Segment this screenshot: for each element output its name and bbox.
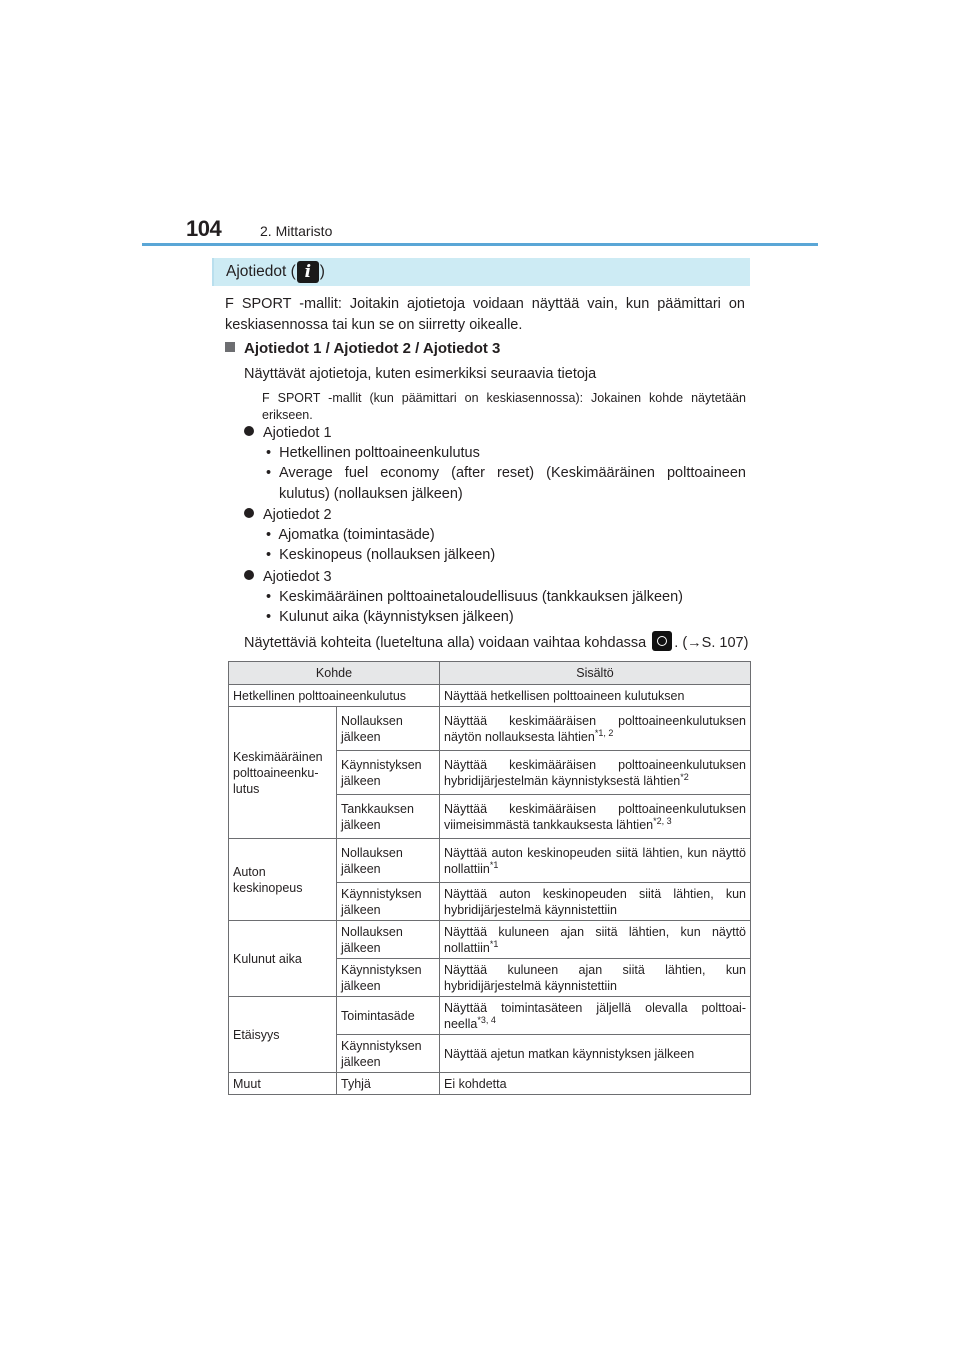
list-item-text: Hetkellinen polttoaineenkulutus xyxy=(279,445,480,461)
list-item: • Keskimääräinen polttoainetaloudellisuus (tankkauksen jälkeen) xyxy=(266,589,683,605)
table-cell-sub: Käynnistyksen jälkeen xyxy=(337,1035,440,1073)
square-bullet-icon xyxy=(225,342,235,352)
footnote-ref: *1, 2 xyxy=(594,727,614,738)
table-cell-sub: Nollauksen jälkeen xyxy=(337,921,440,959)
group-title-text: Ajotiedot 3 xyxy=(263,569,332,585)
section-title xyxy=(212,258,750,286)
info-icon: i xyxy=(297,261,319,283)
desc-text: Näyttää toimintasäteen jäljellä olevalla polttoai-neella xyxy=(444,1000,746,1031)
dot-bullet-icon xyxy=(244,426,254,436)
table-row xyxy=(229,685,751,707)
table-header-row xyxy=(229,662,751,685)
subheading xyxy=(225,338,500,359)
table-cell-item: Etäisyys xyxy=(229,997,337,1073)
group-title xyxy=(244,423,332,444)
table-cell-item: Keskimääräinen polttoaineenku-lutus xyxy=(229,707,337,839)
table-cell-desc xyxy=(440,795,751,839)
list-item-text: Kulunut aika (käynnistyksen jälkeen) xyxy=(279,609,514,625)
group-title-text: Ajotiedot 1 xyxy=(263,425,332,441)
list-item-text: Keskimääräinen polttoainetaloudellisuus (tankkauksen jälkeen) xyxy=(279,589,683,605)
group-title-text: Ajotiedot 2 xyxy=(263,507,332,523)
list-item: • Average fuel economy (after reset) (Keskimääräinen polttoaineen kulutus) (nollauksen jälkeen) xyxy=(266,463,746,505)
footnote-ref: *3, 4 xyxy=(477,1014,496,1025)
footer-line-text: Näytettäviä kohteita (lueteltuna alla) voidaan vaihtaa kohdassa xyxy=(244,635,647,651)
desc-text: Näyttää kuluneen ajan siitä lähtien, kun näyttö nollattiin xyxy=(444,924,746,955)
table-cell-desc xyxy=(440,997,751,1035)
dot-bullet-icon xyxy=(244,570,254,580)
desc-text: Näyttää keskimääräisen polttoaineenkulutuksen hybridijärjestelmän käynnistyksestä lähtien xyxy=(444,757,746,788)
table-cell-desc: Näyttää kuluneen ajan siitä lähtien, kun hybridijärjestelmä käynnistettiin xyxy=(440,959,751,997)
table-header-content: Sisältö xyxy=(440,662,751,685)
dot-bullet-icon xyxy=(244,508,254,518)
footnote-ref: *2, 3 xyxy=(653,815,672,826)
table-cell-desc xyxy=(440,839,751,883)
table-row xyxy=(229,921,751,959)
header-rule xyxy=(142,243,818,246)
group-title xyxy=(244,505,332,526)
section-label: 2. Mittaristo xyxy=(260,223,333,239)
table-cell-desc xyxy=(440,921,751,959)
page-number: 104 xyxy=(186,216,222,241)
table-row xyxy=(229,707,751,751)
table-cell-sub: Tyhjä xyxy=(337,1073,440,1095)
note: F SPORT -mallit (kun päämittari on keskiasennossa): Jokainen kohde näytetään erikseen. xyxy=(262,391,746,422)
table-cell-desc: Näyttää ajetun matkan käynnistyksen jälkeen xyxy=(440,1035,751,1073)
list-item-text: Keskinopeus (nollauksen jälkeen) xyxy=(279,547,496,563)
desc-text: Näyttää auton keskinopeuden siitä lähtien, kun näyttö nollattiin xyxy=(444,845,746,876)
table-row xyxy=(229,1073,751,1095)
table-cell-item: Kulunut aika xyxy=(229,921,337,997)
table-cell-item: Auton keskinopeus xyxy=(229,839,337,921)
list-item-text: Average fuel economy (after reset) (Keskimääräinen polttoaineen kulutus) (nollauksen jälkeen) xyxy=(279,465,746,502)
table-cell-desc: Ei kohdetta xyxy=(440,1073,751,1095)
description: Näyttävät ajotietoja, kuten esimerkiksi seuraavia tietoja xyxy=(244,366,597,382)
table-cell-sub: Käynnistyksen jälkeen xyxy=(337,883,440,921)
table-cell-sub: Toimintasäde xyxy=(337,997,440,1035)
table-cell-desc xyxy=(440,707,751,751)
page-header xyxy=(0,0,960,250)
table-header-item: Kohde xyxy=(229,662,440,685)
section-title-close: ) xyxy=(319,263,325,280)
footer-line xyxy=(244,631,750,654)
list-item: • Hetkellinen polttoaineenkulutus xyxy=(266,445,480,461)
table-cell-item: Muut xyxy=(229,1073,337,1095)
table-cell-sub: Nollauksen jälkeen xyxy=(337,839,440,883)
intro-paragraph: F SPORT -mallit: Joitakin ajotietoja voidaan näyttää vain, kun päämittari on keskiasennossa tai kun se on siirretty oikealle. xyxy=(225,296,745,333)
list-item: • Kulunut aika (käynnistyksen jälkeen) xyxy=(266,609,514,625)
table-cell-sub: Käynnistyksen jälkeen xyxy=(337,959,440,997)
desc-text: Näyttää keskimääräisen polttoaineenkulutuksen näytön nollauksesta lähtien xyxy=(444,713,746,744)
table-row xyxy=(229,997,751,1035)
gear-icon xyxy=(652,631,672,651)
table-row xyxy=(229,839,751,883)
footnote-ref: *1 xyxy=(489,859,499,870)
desc-text: Näyttää keskimääräisen polttoaineenkulutuksen viimeisimmästä tankkauksesta lähtien xyxy=(444,801,746,832)
table-cell-sub: Nollauksen jälkeen xyxy=(337,707,440,751)
table-cell-sub: Käynnistyksen jälkeen xyxy=(337,751,440,795)
info-table xyxy=(228,661,751,1095)
group-title xyxy=(244,567,332,588)
list-item: • Ajomatka (toimintasäde) xyxy=(266,527,435,543)
table-cell-desc: Näyttää hetkellisen polttoaineen kulutuksen xyxy=(440,685,751,707)
section-title-text: Ajotiedot ( xyxy=(226,263,296,280)
table-cell-desc xyxy=(440,751,751,795)
list-item: • Keskinopeus (nollauksen jälkeen) xyxy=(266,547,496,563)
table-cell-sub: Tankkauksen jälkeen xyxy=(337,795,440,839)
subheading-text: Ajotiedot 1 / Ajotiedot 2 / Ajotiedot 3 xyxy=(244,340,501,357)
footnote-ref: *1 xyxy=(489,938,499,949)
list-item-text: Ajomatka (toimintasäde) xyxy=(278,527,435,543)
footnote-ref: *2 xyxy=(680,771,689,782)
page-reference-link[interactable]: . (→S. 107) xyxy=(674,635,749,651)
table-cell-desc: Näyttää auton keskinopeuden siitä lähtien, kun hybridijärjestelmä käynnistettiin xyxy=(440,883,751,921)
table-cell-item: Hetkellinen polttoaineenkulutus xyxy=(229,685,440,707)
